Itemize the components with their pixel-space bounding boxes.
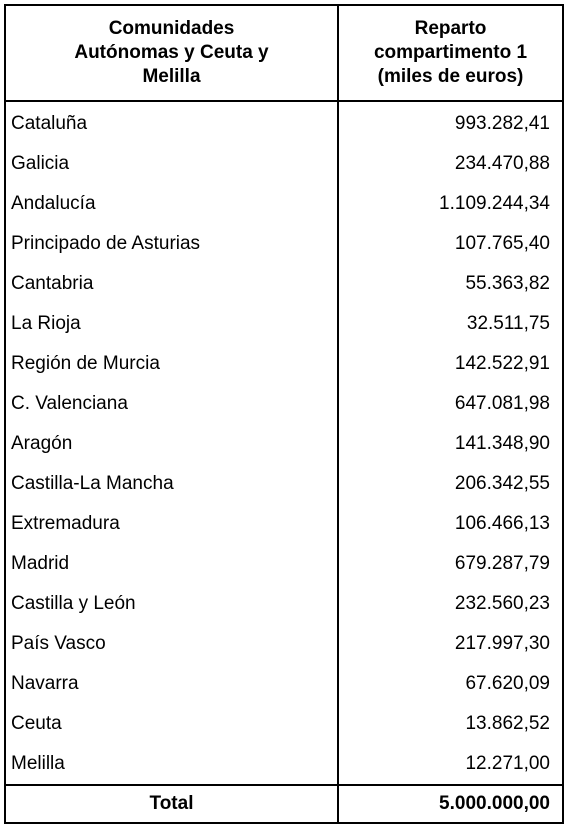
community-name: Castilla y León <box>5 584 338 624</box>
community-amount: 679.287,79 <box>338 544 563 584</box>
community-amount: 206.342,55 <box>338 464 563 504</box>
community-amount: 106.466,13 <box>338 504 563 544</box>
community-amount: 13.862,52 <box>338 704 563 744</box>
distribution-table <box>4 4 564 824</box>
community-name: Castilla-La Mancha <box>5 464 338 504</box>
community-name: Extremadura <box>5 504 338 544</box>
community-amount: 993.282,41 <box>338 101 563 144</box>
community-name: Andalucía <box>5 184 338 224</box>
table-row <box>5 504 563 544</box>
total-label: Total <box>5 785 338 823</box>
community-amount: 55.363,82 <box>338 264 563 304</box>
table-row <box>5 144 563 184</box>
table-row <box>5 464 563 504</box>
header-distribution <box>338 5 563 101</box>
table-row <box>5 101 563 144</box>
community-amount: 67.620,09 <box>338 664 563 704</box>
community-name: Melilla <box>5 744 338 785</box>
community-name: Navarra <box>5 664 338 704</box>
community-name: Madrid <box>5 544 338 584</box>
community-amount: 234.470,88 <box>338 144 563 184</box>
table-row <box>5 424 563 464</box>
total-value: 5.000.000,00 <box>338 785 563 823</box>
community-amount: 647.081,98 <box>338 384 563 424</box>
header-communities <box>5 5 338 101</box>
community-name: Aragón <box>5 424 338 464</box>
table-row <box>5 664 563 704</box>
table-row <box>5 264 563 304</box>
community-name: Región de Murcia <box>5 344 338 384</box>
community-amount: 1.109.244,34 <box>338 184 563 224</box>
table-row <box>5 224 563 264</box>
community-name: Ceuta <box>5 704 338 744</box>
total-row <box>5 785 563 823</box>
community-name: La Rioja <box>5 304 338 344</box>
table-row <box>5 704 563 744</box>
community-name: Cataluña <box>5 101 338 144</box>
community-name: C. Valenciana <box>5 384 338 424</box>
table-row <box>5 624 563 664</box>
community-name: Cantabria <box>5 264 338 304</box>
header-communities-line-3: Melilla <box>142 66 201 87</box>
community-name: País Vasco <box>5 624 338 664</box>
community-amount: 232.560,23 <box>338 584 563 624</box>
table-row <box>5 744 563 785</box>
community-amount: 141.348,90 <box>338 424 563 464</box>
table-row <box>5 584 563 624</box>
header-communities-line-2: Autónomas y Ceuta y <box>74 42 269 63</box>
community-amount: 32.511,75 <box>338 304 563 344</box>
header-distribution-line-2: compartimento 1 <box>373 42 528 63</box>
header-distribution-line-1: Reparto <box>414 18 487 39</box>
header-row <box>5 5 563 101</box>
header-communities-line-1: Comunidades <box>108 18 235 39</box>
community-name: Galicia <box>5 144 338 184</box>
community-amount: 107.765,40 <box>338 224 563 264</box>
community-amount: 142.522,91 <box>338 344 563 384</box>
community-name: Principado de Asturias <box>5 224 338 264</box>
table-row <box>5 184 563 224</box>
table-row <box>5 384 563 424</box>
header-distribution-line-3: (miles de euros) <box>377 66 524 87</box>
table-row <box>5 544 563 584</box>
community-amount: 217.997,30 <box>338 624 563 664</box>
community-amount: 12.271,00 <box>338 744 563 785</box>
table-row <box>5 344 563 384</box>
table-row <box>5 304 563 344</box>
